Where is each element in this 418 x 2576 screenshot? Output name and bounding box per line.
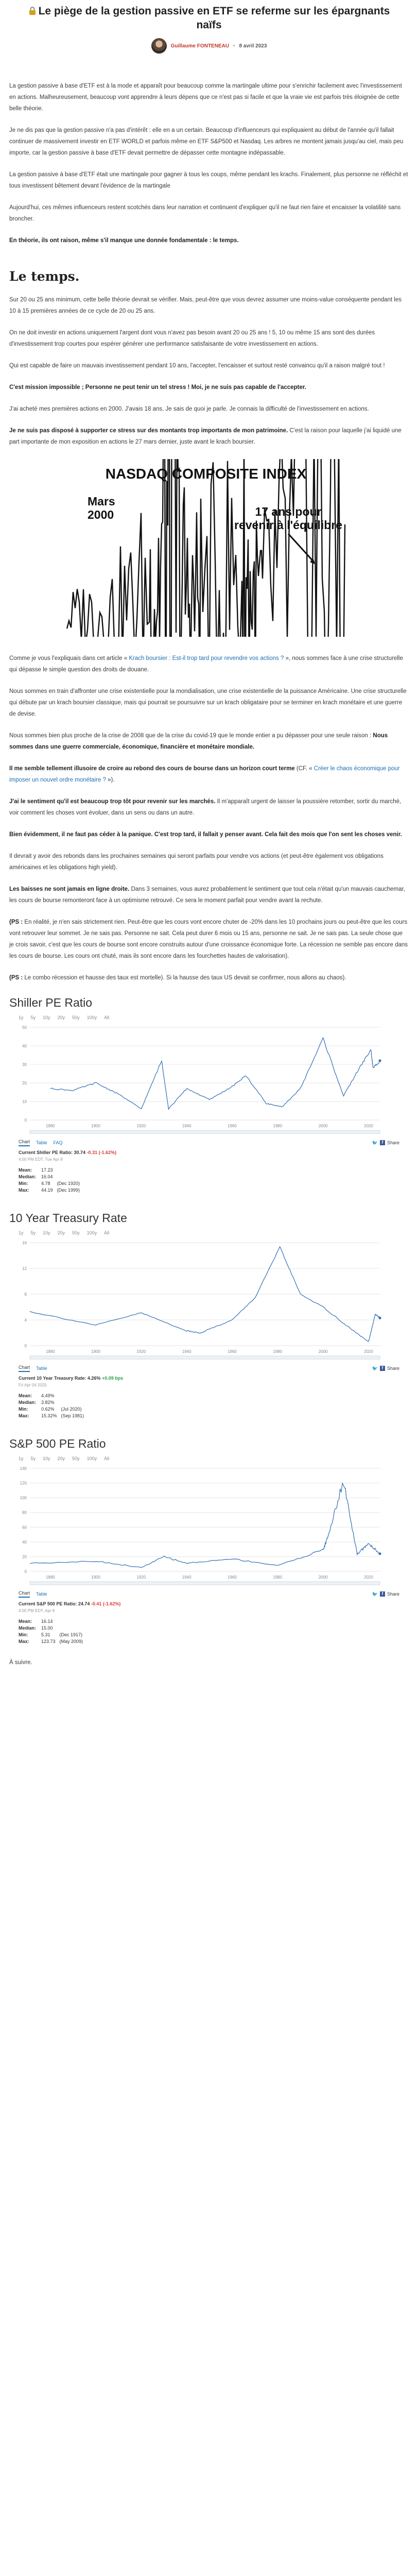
zoom-option[interactable]: 5y — [30, 1015, 36, 1020]
body-bold: Il me semble tellement illusoire de croire au rebond des cours de bourse dans un horizon court terme — [9, 766, 295, 772]
y-tick-label: 0 — [24, 1344, 27, 1348]
y-tick-label: 60 — [22, 1525, 27, 1530]
y-tick-label: 0 — [24, 1569, 27, 1574]
zoom-option[interactable]: All — [104, 1015, 110, 1020]
x-tick-label: 2000 — [318, 1575, 328, 1580]
change-value: +0.09 bps — [101, 1376, 124, 1381]
article-link[interactable]: Créer le chaos économique pour imposer un nouvel ordre monétaire ? — [9, 766, 400, 783]
stat-note: (Sep 1981) — [61, 1413, 84, 1418]
stats-table — [19, 1618, 87, 1645]
zoom-option[interactable]: 50y — [72, 1456, 80, 1461]
stat-label: Max: — [19, 1413, 29, 1418]
stat-note: (Dec 1920) — [57, 1181, 80, 1186]
y-tick-label: 20 — [22, 1554, 27, 1560]
y-tick-label: 50 — [22, 1025, 27, 1030]
stat-label: Median: — [19, 1625, 37, 1631]
share-button[interactable] — [372, 1140, 399, 1146]
stat-note: (Dec 1917) — [59, 1632, 83, 1637]
x-tick-label: 1940 — [182, 1124, 191, 1128]
x-tick-label: 1960 — [228, 1575, 237, 1580]
share-label: Share — [387, 1366, 399, 1371]
stat-label: Min: — [19, 1406, 28, 1412]
stat-value: 16.04 — [41, 1174, 53, 1179]
stats-row — [19, 1413, 88, 1419]
body-paragraph — [9, 796, 409, 819]
stats-row — [19, 1180, 84, 1187]
x-tick-label: 1980 — [273, 1349, 283, 1354]
x-tick-label: 1900 — [91, 1124, 100, 1128]
tab-chart[interactable]: Chart — [19, 1590, 30, 1598]
stat-label: Max: — [19, 1188, 29, 1193]
nasdaq-annotation-left: Mars — [88, 495, 115, 508]
stat-value: 15.32% — [41, 1413, 57, 1418]
stats-row — [19, 1187, 84, 1194]
body-paragraph — [9, 653, 409, 675]
chart-stats — [19, 1601, 409, 1645]
body-paragraph — [9, 884, 409, 906]
article-link[interactable]: Krach boursier : Est-il trop tard pour revendre vos actions ? — [129, 655, 284, 662]
current-label: Current S&P 500 PE Ratio: 24.74 — [19, 1601, 90, 1606]
stat-label: Median: — [19, 1400, 37, 1405]
intro-paragraph: La gestion passive à base d'ETF était une martingale pour gagner à tous les coups, même pendant les krachs. Finalement, plus personne ne réfléchit et tous investissent bêtement devant l'évidence de la martingale — [9, 172, 408, 189]
byline — [21, 38, 397, 54]
stat-note: (Dec 1999) — [57, 1188, 80, 1193]
facebook-icon[interactable]: f — [380, 1140, 385, 1145]
zoom-option[interactable]: 10y — [43, 1015, 50, 1020]
last-point — [379, 1317, 381, 1319]
body-paragraph: Il devrait y avoir des rebonds dans les prochaines semaines qui seront parfaits pour vendre vos actions (et peut-être également vos obligations américaines et les obligations high yield). — [9, 853, 384, 871]
chart-title: S&P 500 PE Ratio — [9, 1437, 106, 1450]
body-text: Nous sommes bien plus proche de la crise de 2008 que de la crise du covid-19 que le monde entier a pu dépasser pour une seule raison : — [9, 733, 373, 739]
stats-row — [19, 1625, 87, 1632]
body-bold: (PS : — [9, 919, 23, 925]
sp500-pe-widget — [9, 1437, 409, 1645]
stats-row — [19, 1174, 84, 1180]
range-slider — [30, 1582, 380, 1585]
zoom-option[interactable]: 100y — [86, 1015, 97, 1020]
section-paragraph: Sur 20 ou 25 ans minimum, cette belle théorie devrait se vérifier. Mais, peut-être que vous devrez assumer une moins-value conséquente pendant les 10 à 15 premières années de ce cycle de 20 ou 25 ans. — [9, 297, 402, 314]
twitter-icon[interactable]: 🐦 — [372, 1140, 378, 1145]
nasdaq-annotation-left: 2000 — [88, 508, 114, 521]
body-text: En réalité, je n'en sais strictement rien. Peut-être que les cours vont encore chuter de -20% dans les 10 prochains jours ou peut-être que les cours vont retrouver leur sommet. Je ne sais pas. Personne ne sait. Cela peut durer 6 mois ou 15 ans, personne ne sait. Je ne sais pas. La seule chose que je crois savoir, c'est que les cours de bourse sont encore construits autour d'une croissance économique forte. La récession ne semble pas encore dans les cours de bourse. Les cours ont chuté, mais ils sont encore dans les fourchettes hautes de valorisation). — [9, 919, 408, 959]
x-tick-label: 1980 — [273, 1575, 283, 1580]
x-tick-label: 1880 — [45, 1124, 55, 1128]
treasury-rate-widget — [9, 1211, 409, 1419]
body-paragraph — [9, 730, 409, 753]
chart-tabs — [19, 1365, 399, 1372]
zoom-option[interactable]: 1y — [19, 1230, 24, 1235]
last-point — [379, 1552, 381, 1555]
twitter-icon[interactable]: 🐦 — [372, 1591, 378, 1597]
section-bold: C'est mission impossible ; Personne ne peut tenir un tel stress ! Moi, je ne suis pas capable de l'accepter. — [9, 384, 306, 391]
stats-row — [19, 1167, 84, 1174]
x-tick-label: 1960 — [228, 1124, 237, 1128]
x-tick-label: 1960 — [228, 1349, 237, 1354]
body-bold: (PS : — [9, 975, 23, 981]
body-text: Dans 3 semaines, vous aurez probablement le sentiment que tout cela n'était qu'un mauvais cauchemar, les cours de bourse remonteront face à un optimisme retrouvé. Ce sera le moment parfait pour vendre avant la rechute. — [9, 886, 405, 904]
body-text: Le combo récession et hausse des taux est mortelle). Si la hausse des taux US devait se confirmer, nous allons au chaos). — [23, 975, 346, 981]
tab-faq[interactable]: FAQ — [53, 1140, 63, 1145]
stat-label: Min: — [19, 1181, 28, 1186]
section-paragraph: Qui est capable de faire un mauvais investissement pendant 10 ans, l'accepter, l'encaisser et surtout resté convaincu qu'il a raison malgré tout ! — [9, 363, 385, 369]
zoom-option[interactable]: 50y — [72, 1015, 80, 1020]
facebook-icon[interactable]: f — [380, 1366, 385, 1371]
stat-value: 3.82% — [41, 1400, 55, 1405]
timestamp: 4:00 PM EDT, Tue Apr 8 — [19, 1157, 63, 1162]
x-tick-label: 1980 — [273, 1124, 283, 1128]
share-button[interactable] — [372, 1366, 399, 1371]
body-bold: Les baisses ne sont jamais en ligne droite. — [9, 886, 130, 892]
stat-value: 17.23 — [41, 1167, 53, 1173]
x-tick-label: 2020 — [364, 1575, 373, 1580]
body-paragraph — [9, 972, 409, 984]
zoom-option[interactable]: 10y — [43, 1230, 50, 1235]
publish-date: 8 avril 2023 — [239, 43, 267, 49]
shiller-pe-chart[interactable] — [9, 1022, 400, 1136]
body-bold: J'ai le sentiment qu'il est beaucoup trop tôt pour revenir sur les marchés. — [9, 799, 216, 805]
y-tick-label: 10 — [22, 1099, 27, 1104]
series-line — [30, 1483, 380, 1568]
section-heading: Le temps. — [9, 269, 80, 284]
stat-label: Mean: — [19, 1393, 32, 1398]
y-tick-label: 40 — [22, 1044, 27, 1048]
intro-key-statement — [9, 235, 409, 246]
stat-value: 5.31 — [41, 1632, 50, 1637]
stat-value: 44.19 — [41, 1188, 53, 1193]
stats-row — [19, 1399, 88, 1406]
zoom-option[interactable]: 5y — [30, 1230, 36, 1235]
tab-table[interactable]: Table — [36, 1140, 47, 1145]
body-text: », nous sommes face à une crise structurelle qui dépasse le simple question des droits de douane. — [9, 655, 403, 673]
stat-note: (Jul 2020) — [61, 1406, 82, 1412]
y-tick-label: 120 — [20, 1481, 27, 1486]
stat-value: 15.00 — [41, 1625, 53, 1631]
share-button[interactable] — [372, 1591, 399, 1597]
intro-paragraph: Je ne dis pas que la gestion passive n'a pas d'intérêt : elle en a un certain. Beaucoup d'influenceurs qui expliquaient au début de l'année qu'il fallait continuer de massivement investir en ETF WORLD et parfois même en ETF S&P500 et Nasdaq. Les arbres ne montent jamais jusqu'au ciel, mais peu importe, car la gestion passive à base d'ETF devait permettre de dépasser cette montagne indépassable. — [9, 127, 404, 156]
last-point — [379, 1059, 381, 1062]
sp500-pe-chart[interactable] — [9, 1463, 400, 1587]
article-title — [21, 4, 397, 32]
x-tick-label: 1940 — [182, 1575, 191, 1580]
lock-icon — [28, 6, 37, 15]
stat-note — [60, 1625, 88, 1632]
stat-label: Mean: — [19, 1167, 32, 1173]
y-tick-label: 40 — [22, 1539, 27, 1545]
nasdaq-chart-title: NASDAQ COMPOSITE INDEX — [105, 466, 307, 482]
x-tick-label: 2000 — [318, 1349, 328, 1354]
timestamp: Fri Apr 04 2025 — [19, 1383, 47, 1387]
article-header — [0, 0, 418, 54]
stats-row — [19, 1393, 88, 1399]
body-text: (CF. « — [294, 766, 314, 772]
x-tick-label: 1900 — [91, 1575, 100, 1580]
body-bold: Bien évidemment, il ne faut pas céder à la panique. C'est trop tard, il fallait y penser avant. Cela fait des mois que l'on sent les choses venir. — [9, 832, 402, 838]
x-tick-label: 1880 — [45, 1575, 55, 1580]
x-tick-label: 2020 — [364, 1124, 373, 1128]
section-paragraph — [9, 425, 409, 448]
x-tick-label: 1920 — [136, 1575, 146, 1580]
stat-note — [61, 1393, 89, 1399]
body-text: »). — [106, 777, 115, 783]
y-tick-label: 8 — [24, 1292, 27, 1297]
zoom-option[interactable]: 1y — [19, 1456, 24, 1461]
stat-note — [61, 1399, 89, 1406]
stat-value: 4.78 — [41, 1181, 50, 1186]
change-value: -0.41 (-1.62%) — [91, 1601, 121, 1606]
intro-paragraph: Aujourd'hui, ces mêmes influenceurs restent scotchés dans leur narration et continuent d'expliquer qu'il ne faut rien faire et encaisser la volatilité sans broncher. — [9, 205, 401, 222]
byline-separator: • — [233, 43, 235, 49]
section-bold: Je ne suis pas disposé à supporter ce stress sur des montants trop importants de mon patrimoine. — [9, 428, 288, 434]
author-name[interactable]: Guillaume FONTENEAU — [170, 43, 229, 49]
x-tick-label: 1880 — [45, 1349, 55, 1354]
treasury-rate-chart[interactable] — [9, 1238, 400, 1361]
tab-table[interactable]: Table — [36, 1591, 47, 1597]
article-title-text: Le piège de la gestion passive en ETF se referme sur les épargnants naïfs — [38, 5, 390, 31]
zoom-option[interactable]: 20y — [57, 1230, 65, 1235]
chart-tabs — [19, 1139, 399, 1146]
y-tick-label: 100 — [20, 1496, 27, 1501]
zoom-option[interactable]: 5y — [30, 1456, 36, 1461]
range-slider — [30, 1130, 380, 1133]
stat-value: 123.73 — [41, 1639, 56, 1644]
body-text: Comme je vous l'expliquais dans cet article « — [9, 655, 129, 662]
x-tick-label: 1900 — [91, 1349, 100, 1354]
x-tick-label: 2020 — [364, 1349, 373, 1354]
x-tick-label: 2000 — [318, 1124, 328, 1128]
stat-label: Mean: — [19, 1619, 32, 1624]
section-paragraph: J'ai acheté mes premières actions en 2000. J'avais 18 ans. Je sais de quoi je parle. Je connais la difficulté de l'investissement en actions. — [9, 406, 369, 412]
y-tick-label: 80 — [22, 1510, 27, 1515]
body-paragraph — [9, 763, 409, 786]
zoom-option[interactable]: 50y — [72, 1230, 80, 1235]
body-paragraph: Nous sommes en train d'affronter une crise existentielle pour la mondialisation, une crise existentielle de la puissance Américaine. Une crise structurelle qui débute par un krach boursier classique, mais qui pourrait se poursuivre sur un krach obligataire pour se terminer en krach monétaire et une guerre de devise. — [9, 688, 407, 717]
stats-row — [19, 1638, 87, 1645]
stat-value: 0.62% — [41, 1406, 55, 1412]
nasdaq-chart — [46, 459, 365, 637]
chart-title: Shiller PE Ratio — [9, 996, 93, 1009]
zoom-option[interactable]: 100y — [86, 1230, 97, 1235]
intro-key-bold: En théorie, ils ont raison, même s'il manque une donnée fondamentale : le temps. — [9, 238, 239, 244]
zoom-option[interactable]: All — [104, 1456, 110, 1461]
chart-tabs — [19, 1590, 399, 1598]
y-tick-label: 0 — [24, 1118, 27, 1123]
share-label: Share — [387, 1140, 399, 1145]
zoom-controls — [19, 1456, 409, 1461]
intro-paragraph: La gestion passive à base d'ETF est à la mode et apparaît pour beaucoup comme la martingale ultime pour s'enrichir facilement avec l'investissement en actions. Malheureusement, beaucoup vont apprendre à leurs dépens que ce n'est pas si facile et que la vraie vie est parfois très éloignée de cette belle théorie. — [9, 83, 402, 112]
zoom-option[interactable]: 20y — [57, 1015, 65, 1020]
chart-title: 10 Year Treasury Rate — [9, 1211, 127, 1225]
current-value — [19, 1149, 409, 1156]
x-tick-label: 1940 — [182, 1349, 191, 1354]
stat-value: 16.14 — [41, 1619, 53, 1624]
body-paragraph — [9, 829, 409, 840]
section-paragraph: On ne doit investir en actions uniquement l'argent dont vous n'avez pas besoin avant 20 ou 25 ans ! 5, 10 ou même 15 ans sont des durées d'investissement trop courtes pour espérer générer une performance satisfaisante de votre investissement en actions. — [9, 330, 375, 347]
facebook-icon[interactable]: f — [380, 1591, 385, 1597]
stat-note — [57, 1174, 84, 1180]
stats-row — [19, 1632, 87, 1638]
stats-row — [19, 1406, 88, 1413]
zoom-option[interactable]: 1y — [19, 1015, 24, 1020]
current-value — [19, 1601, 409, 1607]
share-label: Share — [387, 1591, 399, 1597]
series-line — [50, 1038, 380, 1109]
y-tick-label: 16 — [22, 1241, 27, 1245]
stat-label: Min: — [19, 1632, 28, 1637]
section-paragraph — [9, 382, 409, 393]
zoom-option[interactable]: 10y — [43, 1456, 50, 1461]
zoom-controls — [19, 1230, 409, 1235]
tab-table[interactable]: Table — [36, 1366, 47, 1371]
x-tick-label: 1920 — [136, 1124, 146, 1128]
stat-label: Median: — [19, 1174, 37, 1179]
y-tick-label: 4 — [24, 1318, 27, 1323]
avatar[interactable] — [151, 38, 167, 54]
y-tick-label: 30 — [22, 1062, 27, 1067]
chart-stats — [19, 1375, 409, 1419]
article-body — [0, 80, 418, 1666]
body-text: Il m'apparaît urgent de laisser la poussière retomber, sortir du marché, voir comment les choses vont évoluer, dans un sens ou dans un autre. — [9, 799, 402, 816]
y-tick-label: 140 — [20, 1466, 27, 1471]
current-label: Current Shiller PE Ratio: 30.74 — [19, 1150, 86, 1155]
stat-note — [60, 1618, 88, 1625]
stat-note — [57, 1167, 84, 1174]
twitter-icon[interactable]: 🐦 — [372, 1365, 378, 1371]
current-value — [19, 1375, 409, 1382]
body-bold: Nous sommes dans une guerre commerciale, économique, financière et monétaire mondiale. — [9, 733, 388, 750]
stat-label: Max: — [19, 1639, 29, 1644]
zoom-option[interactable]: 100y — [86, 1456, 97, 1461]
stat-note: (May 2009) — [59, 1639, 83, 1644]
chart-stats — [19, 1149, 409, 1194]
timestamp: 4:00 PM EDT, Apr 8 — [19, 1608, 55, 1613]
body-paragraph — [9, 917, 409, 962]
stats-table — [19, 1393, 88, 1419]
stat-value: 4.49% — [41, 1393, 55, 1398]
y-tick-label: 20 — [22, 1081, 27, 1086]
range-slider — [30, 1356, 380, 1359]
zoom-controls — [19, 1015, 409, 1020]
nasdaq-annotation-right: 17 ans pour — [255, 505, 322, 518]
x-tick-label: 1920 — [136, 1349, 146, 1354]
stats-table — [19, 1167, 84, 1194]
zoom-option[interactable]: All — [104, 1230, 110, 1235]
stats-row — [19, 1618, 87, 1625]
nasdaq-annotation-right: revenir à l'équilibre — [234, 518, 342, 532]
section-text: C'est la raison pour laquelle j'ai liquidé une part importante de mon exposition en actions le 27 mars dernier, juste avant le krach boursier. — [9, 428, 402, 445]
footer-note: À suivre. — [9, 1659, 32, 1666]
zoom-option[interactable]: 20y — [57, 1456, 65, 1461]
current-label: Current 10 Year Treasury Rate: 4.26% — [19, 1376, 101, 1381]
tab-chart[interactable]: Chart — [19, 1365, 30, 1372]
y-tick-label: 12 — [22, 1266, 27, 1271]
tab-chart[interactable]: Chart — [19, 1139, 30, 1146]
change-value: -0.31 (-1.62%) — [86, 1150, 117, 1155]
shiller-pe-widget — [9, 996, 409, 1194]
